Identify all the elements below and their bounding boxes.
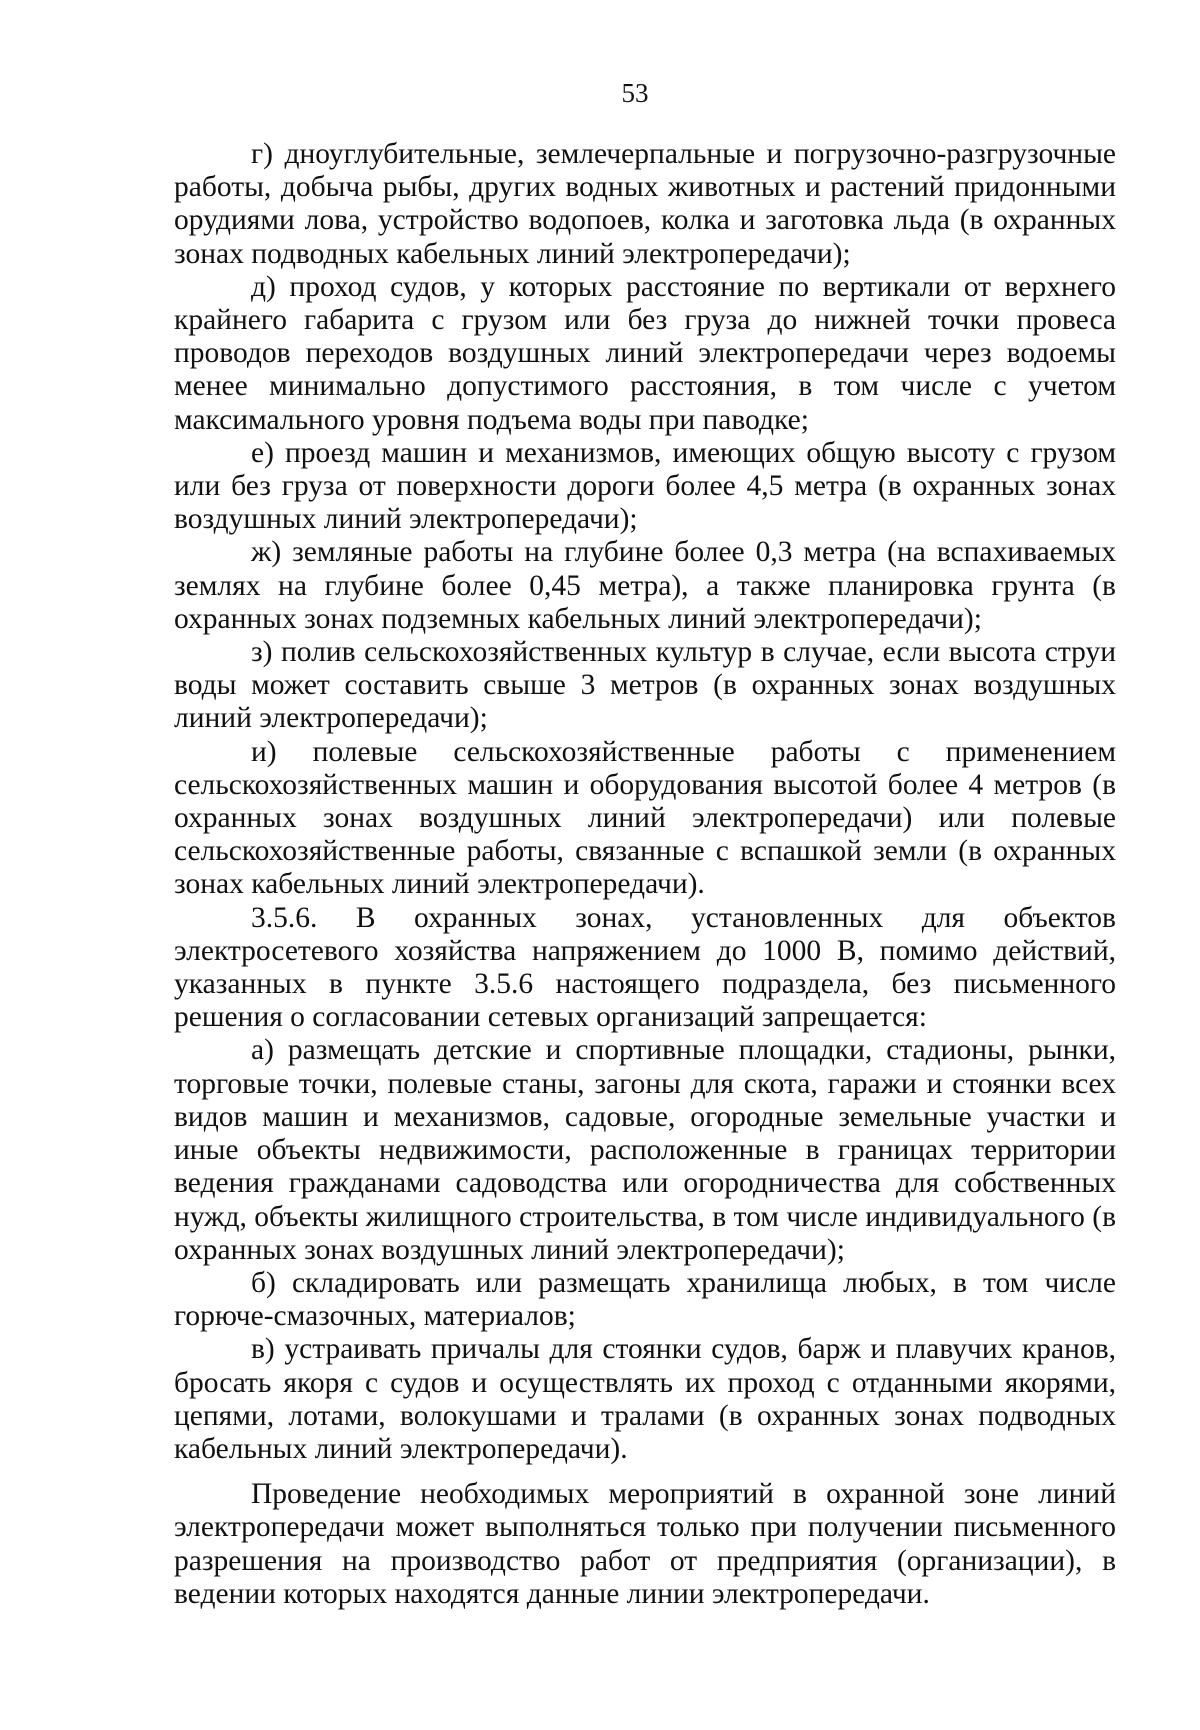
document-body — [174, 138, 1116, 1611]
closing-paragraph: Проведение необходимых мероприятий в охранной зоне линий электропередачи может выполняться только при получении письменного разрешения на производство работ от предприятия (организации), в ведении которых находятся данные линии электропередачи. — [174, 1478, 1116, 1610]
paragraph-e: е) проезд машин и механизмов, имеющих общую высоту с грузом или без груза от поверхности дороги более 4,5 метра (в охранных зонах воздушных линий электропередачи); — [174, 436, 1116, 536]
paragraph-z: з) полив сельскохозяйственных культур в случае, если высота струи воды может составить свыше 3 метров (в охранных зонах воздушных линий электропередачи); — [174, 636, 1116, 735]
paragraph-d: д) проход судов, у которых расстояние по вертикали от верхнего крайнего габарита с грузом или без груза до нижней точки провеса проводов переходов воздушных линий электропередачи через водоемы менее минимально допустимого расстояния, в том числе с учетом максимального уровня подъема воды при паводке; — [174, 270, 1116, 436]
paragraph-b: б) складировать или размещать хранилища любых, в том числе горюче-смазочных, материалов; — [174, 1266, 1116, 1333]
section-3-5-6: 3.5.6. В охранных зонах, установленных для объектов электросетевого хозяйства напряжением до 1000 В, помимо действий, указанных в пункте 3.5.6 настоящего подраздела, без письменного решения о согласовании сетевых организаций запрещается: — [174, 901, 1116, 1034]
paragraph-i: и) полевые сельскохозяйственные работы с применением сельскохозяйственных машин и оборудования высотой более 4 метров (в охранных зонах воздушных линий электропередачи) или полевые сельскохозяйственные работы, связанные с вспашкой земли (в охранных зонах кабельных линий электропередачи). — [174, 735, 1116, 901]
paragraph-v: в) устраивать причалы для стоянки судов, барж и плавучих кранов, бросать якоря с судов и осуществлять их проход с отданными якорями, цепями, лотами, волокушами и тралами (в охранных зонах подводных кабельных линий электропередачи). — [174, 1333, 1116, 1465]
page-number: 53 — [621, 78, 649, 108]
paragraph-a: а) размещать детские и спортивные площадки, стадионы, рынки, торговые точки, полевые станы, загоны для скота, гаражи и стоянки всех видов машин и механизмов, садовые, огородные земельные участки и иные объекты недвижимости, расположенные в границах территории ведения гражданами садоводства или огородничества для собственных нужд, объекты жилищного строительства, в том числе индивидуального (в охранных зонах воздушных линий электропередачи); — [174, 1034, 1116, 1266]
paragraph-g: г) дноуглубительные, землечерпальные и погрузочно-разгрузочные работы, добыча рыбы, других водных животных и растений придонными орудиями лова, устройство водопоев, колка и заготовка льда (в охранных зонах подводных кабельных линий электропередачи); — [174, 138, 1116, 270]
paragraph-zh: ж) земляные работы на глубине более 0,3 метра (на вспахиваемых землях на глубине более 0,45 метра), а также планировка грунта (в охранных зонах подземных кабельных линий электропередачи); — [174, 536, 1116, 635]
